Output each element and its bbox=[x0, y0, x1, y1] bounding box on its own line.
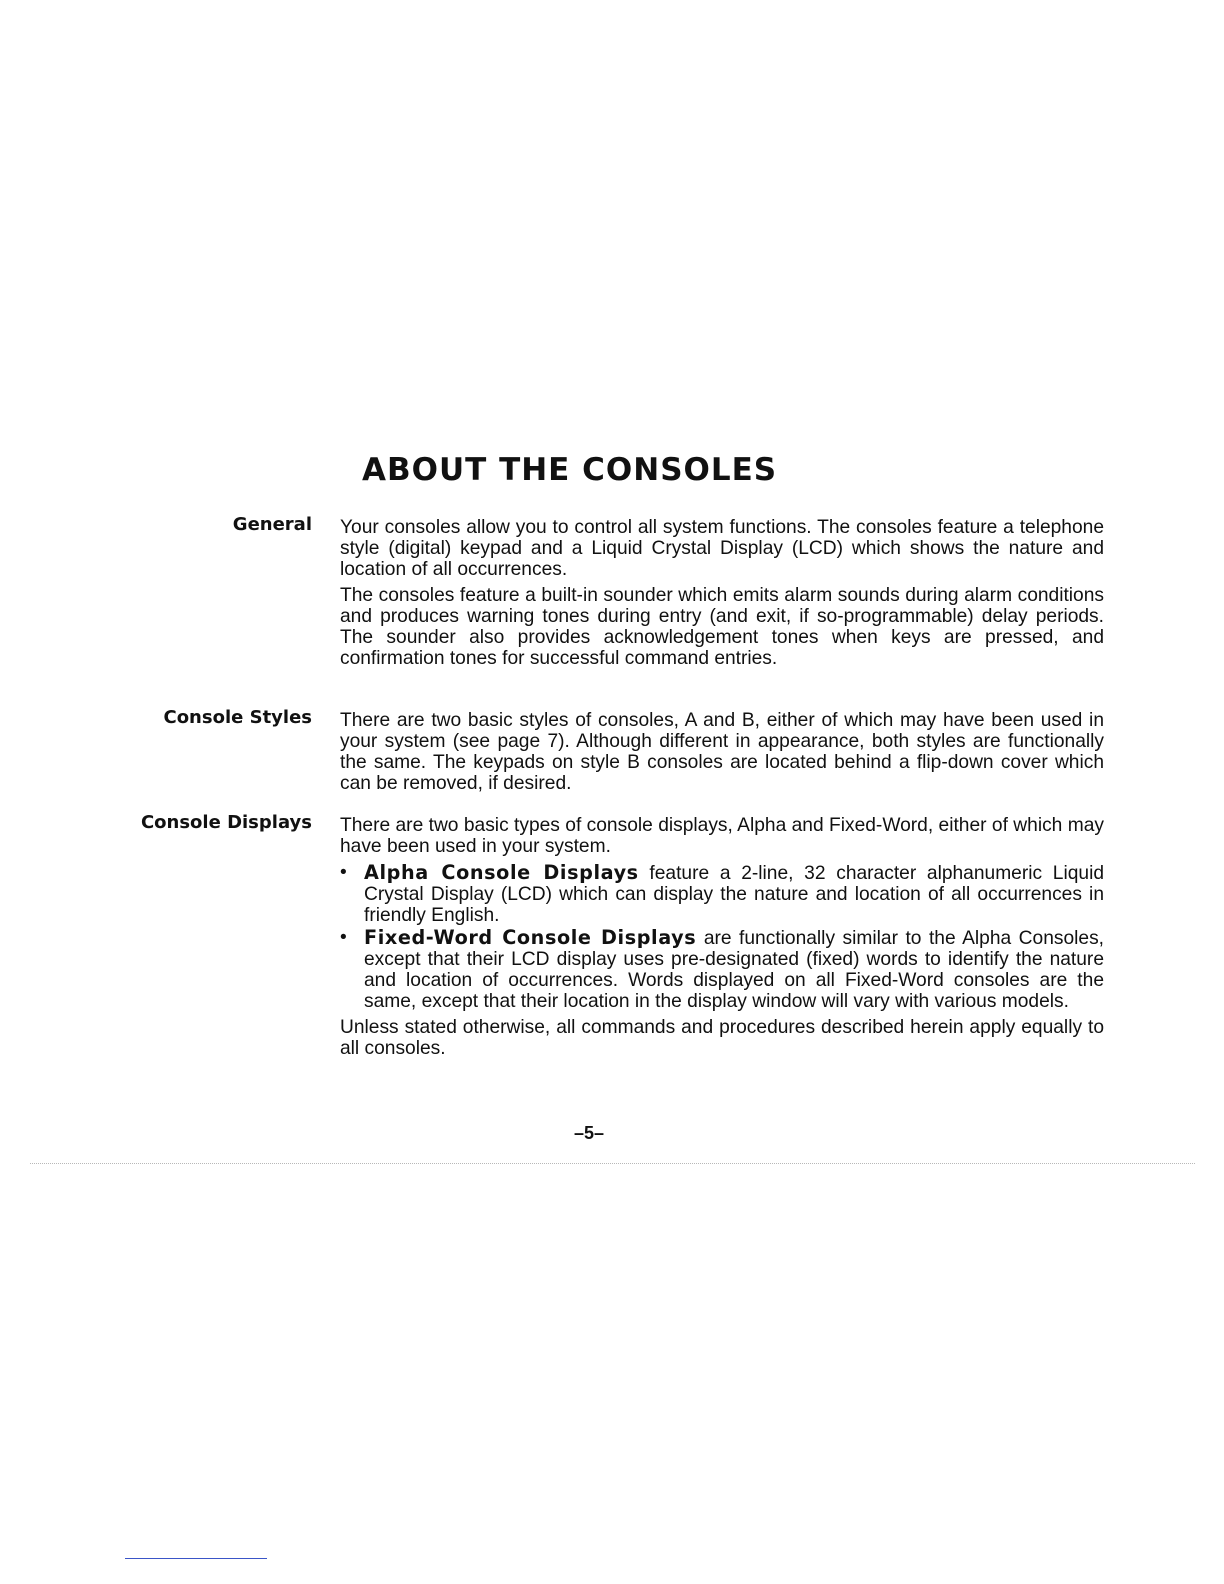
bullet-text: feature a 2-line, 32 character alphanumeric Liquid Crystal Display (LCD) which can display the nature and location of all occurrences in friendly English. bbox=[364, 863, 1105, 926]
paragraph: Unless stated otherwise, all commands and procedures described herein apply equally to all consoles. bbox=[340, 1017, 1104, 1059]
footnote-rule bbox=[125, 1558, 267, 1559]
scan-artifact-line bbox=[30, 1163, 1195, 1164]
section-label-general: General bbox=[232, 514, 312, 535]
paragraph: The consoles feature a built-in sounder which emits alarm sounds during alarm conditions and produces warning tones during entry (and exit, if so-programmable) delay periods. The sounder also provides acknowledgement tones when keys are pressed, and confirmation tones for successful command entries. bbox=[340, 585, 1104, 669]
section-body-console-styles bbox=[340, 710, 1104, 799]
paragraph: There are two basic types of console displays, Alpha and Fixed-Word, either of which may have been used in your system. bbox=[340, 815, 1104, 857]
paragraph: There are two basic styles of consoles, A and B, either of which may have been used in your system (see page 7). Although different in appearance, both styles are functionally the same. The keypads on style B consoles are located behind a flip-down cover which can be removed, if desired. bbox=[340, 710, 1104, 794]
bullet-icon: • bbox=[340, 927, 347, 948]
section-label-console-displays: Console Displays bbox=[140, 812, 312, 833]
section-body-general bbox=[340, 517, 1104, 674]
section-label-console-styles: Console Styles bbox=[163, 707, 312, 728]
bullet-term: Alpha Console Displays bbox=[364, 861, 639, 884]
section-body-console-displays bbox=[340, 815, 1104, 1064]
bullet-icon: • bbox=[340, 862, 347, 883]
display-types-list bbox=[340, 862, 1104, 1012]
list-item bbox=[340, 927, 1104, 1012]
list-item bbox=[340, 862, 1104, 926]
page-title: ABOUT THE CONSOLES bbox=[362, 452, 778, 488]
bullet-text: are functionally similar to the Alpha Consoles, except that their LCD display uses pre-designated (fixed) words to identify the nature and location of occurrences. Words displayed on all Fixed-Word consoles are the same, except that their location in the display window will vary with various models. bbox=[364, 928, 1104, 1012]
page-number: –5– bbox=[574, 1123, 605, 1143]
bullet-term: Fixed-Word Console Displays bbox=[364, 926, 697, 949]
paragraph: Your consoles allow you to control all system functions. The consoles feature a telephone style (digital) keypad and a Liquid Crystal Display (LCD) which shows the nature and location of all occurrences. bbox=[340, 517, 1104, 580]
